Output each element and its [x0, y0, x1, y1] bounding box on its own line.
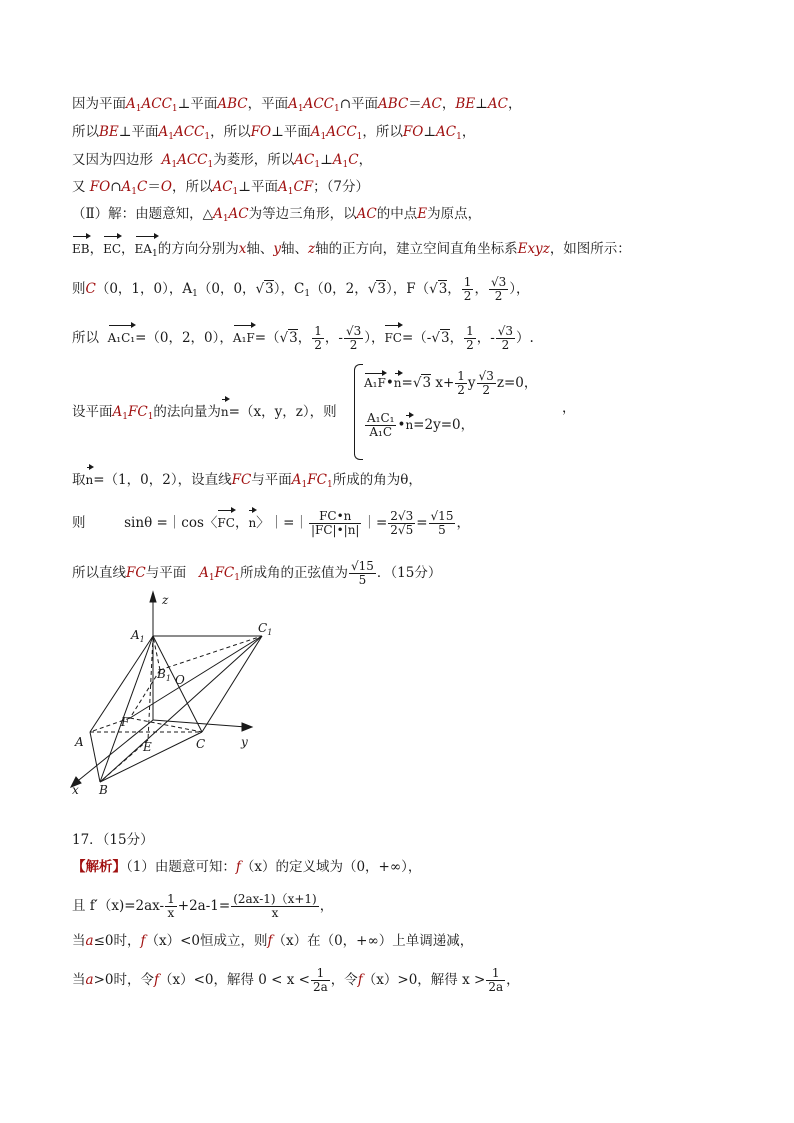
system-row-1: A₁F•n=√3 x+ $\frac{1}{2}$ y $\frac{√3}{2}$ z=0， — [364, 369, 538, 397]
text-line-9: 设平面$A_1FC_1$的法向量为n=（x，y，z），则 — [72, 398, 337, 427]
text-line-4: 又 $FO\cap A_1C=O$，所以$AC_1\perp$平面$A_1CF$；（7分） — [72, 179, 370, 197]
label-e: E — [143, 740, 152, 754]
label-a: A — [75, 735, 84, 749]
label-z: z — [162, 593, 169, 607]
label-f: F — [121, 715, 130, 729]
z-axis-arrow — [150, 592, 156, 602]
text-line-6: EB，EC，$EA_1$的方向分别为x轴、y轴、z轴的正方向，建立空间直角坐标系Exyz，如图所示： — [72, 235, 631, 264]
text-line-8: 所以 A₁C₁=（0，2，0），A₁F=（√3， $\frac{1}{2}$ ，- $\frac{√3}{2}$ ），FC=（-√3， $\frac{1}{2}$ ，- $\frac{√3}{2}$ ）. — [72, 324, 534, 352]
vector-n: n — [221, 398, 229, 422]
text-line-10: 取n=（1，0，2），设直线FC与平面$A_1FC_1$所成的角为θ， — [72, 466, 422, 495]
label-c1: $C_1$ — [258, 621, 273, 637]
vector-a1f: A₁F — [233, 324, 255, 348]
label-b1: $B_1$ — [157, 667, 171, 683]
text-line-7: 则C（0，1，0），$A_1(0$，0，√3），$C_1(0$，2，√3），F（√3， $\frac{1}{2}$ ， $\frac{√3}{2}$ ）， — [72, 275, 530, 303]
equation-system — [354, 364, 554, 458]
text-line-1: 因为平面$A_1ACC_1\perp$平面ABC，平面$A_1ACC_1\cap$平面ABC＝AC，BE⊥AC， — [72, 96, 522, 114]
system-trailing-comma: ， — [562, 400, 576, 416]
text-line-13: 17．（15分） — [72, 832, 154, 848]
text-line-3: 又因为四边形 $A_1ACC_1$为菱形，所以$AC_1\perp A_1C$， — [72, 152, 373, 170]
system-brace — [354, 364, 363, 460]
text-line-2: 所以BE⊥平面$A_1ACC_1$，所以FO⊥平面$A_1ACC_1$，所以$FO\perp AC_1$， — [72, 124, 476, 142]
text-line-12: 所以直线FC与平面 $A_1FC_1$所成角的正弦值为 $\frac{√15}{5}$ ．（15分） — [72, 559, 442, 587]
text-line-16: 当a≤0时，f（x）<0恒成立，则f（x）在（0，+∞）上单调递减， — [72, 933, 474, 949]
coordinate-figure — [68, 590, 288, 800]
vector-ec: EC — [103, 235, 121, 259]
vector-fc: FC — [384, 324, 402, 348]
label-b: B — [99, 783, 108, 797]
system-row-2: $\frac{\text{A₁C₁}}{\text{A₁C}}$ •n=2y=0， — [367, 411, 475, 439]
label-x: x — [72, 783, 79, 797]
label-a1: $A_1$ — [131, 628, 145, 644]
label-c: C — [196, 737, 206, 751]
text-line-17: 当a>0时，令f（x）<0，解得 0 < x < $\frac{1}{2a}$ ，令f（x）>0，解得 x > $\frac{1}{2a}$ ， — [72, 966, 520, 994]
label-y: y — [241, 735, 248, 749]
x-axis — [74, 720, 153, 784]
text-line-5: （Ⅱ）解：由题意知，$\triangle A_1AC$为等边三角形，以AC的中点E为原点， — [72, 206, 482, 224]
vector-ea1: $EA_1$ — [135, 235, 158, 264]
vector-a1c1: A₁C₁ — [108, 324, 135, 348]
text-line-11: 则 sinθ =｜cos〈FC，n〉｜=｜ $\frac{FC•n}{|FC|•|n|}$ ｜= $\frac{2√3}{2√5}$ = $\frac{√15}{5}$ ， — [72, 509, 470, 537]
label-o: O — [175, 673, 185, 687]
y-axis-arrow — [242, 723, 252, 731]
vector-eb: EB — [72, 235, 90, 259]
text-line-14: 【解析】（1）由题意可知：f（x）的定义域为（0，+∞）， — [72, 859, 422, 875]
text-line-15: 且 f′（x)=2ax- $\frac{1}{x}$ +2a-1= $\frac{(2ax-1)(x+1)}{x}$ ， — [72, 892, 334, 920]
